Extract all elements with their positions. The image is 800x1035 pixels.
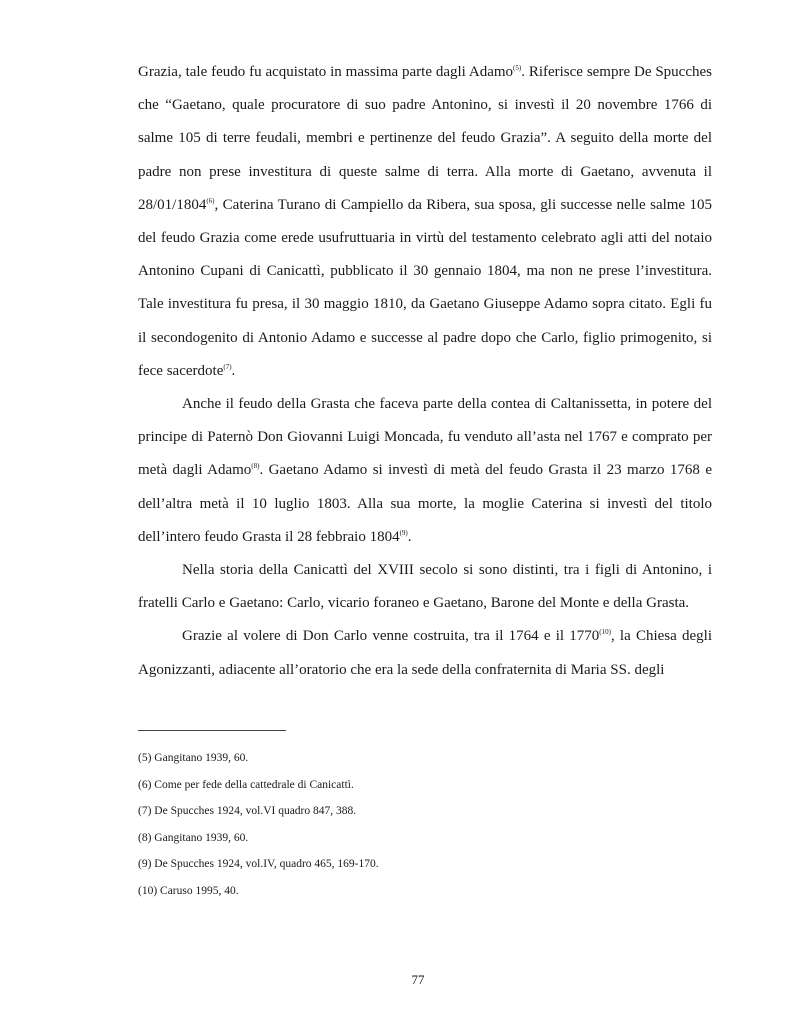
paragraph-text: . (407, 528, 412, 545)
footnote-reference: (9) (399, 528, 408, 537)
paragraph (138, 388, 712, 554)
paragraph-text: Grazia, tale feudo fu acquistato in massima parte dagli Adamo (138, 64, 514, 80)
paragraph-text: Grazie al volere di Don Carlo venne costruita, tra il 1764 e il 1770 (182, 628, 600, 645)
paragraph-text: . (231, 362, 236, 379)
footnote-reference: (5) (513, 64, 522, 72)
paragraph-text: Anche il feudo della Grasta che faceva parte della contea di Caltanissetta, in potere del principe di Paternò Don Giovanni Luigi Moncada, fu venduto all’asta nel 1767 e comprato per metà dagli Adamo (138, 396, 712, 479)
footnotes (138, 745, 712, 904)
paragraph-text: . Riferisce sempre De Spucches che “Gaetano, quale procuratore di suo padre Antonino, si investì il 20 novembre 1766 di salme 105 di terre feudali, membri e pertinenze del feudo Grazia”. A seguito della morte del padre non prese investitura di queste salme di terra. Alla morte di Gaetano, avvenuta il 28/01/1804 (138, 64, 712, 213)
body-text (138, 56, 712, 687)
page-number: 77 (411, 972, 425, 987)
paragraph-text: Nella storia della Canicattì del XVIII secolo si sono distinti, tra i figli di Antonino, i fratelli Carlo e Gaetano: Carlo, vicario foraneo e Gaetano, Barone del Monte e della Grasta. (138, 562, 712, 612)
footnote-reference: (8) (251, 462, 260, 471)
footnote: (10) Caruso 1995, 40. (138, 884, 239, 897)
footnote-reference: (6) (206, 196, 215, 205)
footnote: (7) De Spucches 1924, vol.VI quadro 847, 388. (138, 805, 357, 817)
paragraph-text: , Caterina Turano di Campiello da Ribera, sua sposa, gli successe nelle salme 105 del feudo Grazia come erede usufruttuaria in virtù del testamento celebrato agli atti del notaio Antonino Cupani di Canicattì, pubblicato il 30 gennaio 1804, ma non ne prese l’investitura. Tale investitura fu presa, il 30 maggio 1810, da Gaetano Giuseppe Adamo sopra citato. Egli fu il secondogenito di Antonio Adamo e successe al padre dopo che Carlo, figlio primogenito, si fece sacerdote (138, 196, 712, 379)
paragraph-text: . Gaetano Adamo si investì di metà del feudo Grasta il 23 marzo 1768 e dell’altra metà il 10 luglio 1803. Alla sua morte, la moglie Caterina si investì del titolo dell’intero feudo Grasta il 28 febbraio 1804 (138, 462, 712, 545)
paragraph (138, 56, 712, 388)
footnote-separator (138, 730, 286, 731)
paragraph-text: , la Chiesa degli Agonizzanti, adiacente all’oratorio che era la sede della confraternita di Maria SS. degli (138, 628, 712, 678)
footnote: (8) Gangitano 1939, 60. (138, 831, 249, 844)
footnote-reference: (7) (223, 362, 232, 371)
footnote-reference: (10) (599, 628, 611, 637)
paragraph (138, 554, 712, 620)
paragraph (138, 620, 712, 686)
footnote: (6) Come per fede della cattedrale di Canicattì. (138, 778, 354, 791)
footnote: (5) Gangitano 1939, 60. (138, 752, 249, 764)
footnote: (9) De Spucches 1924, vol.IV, quadro 465, 169-170. (138, 858, 379, 870)
